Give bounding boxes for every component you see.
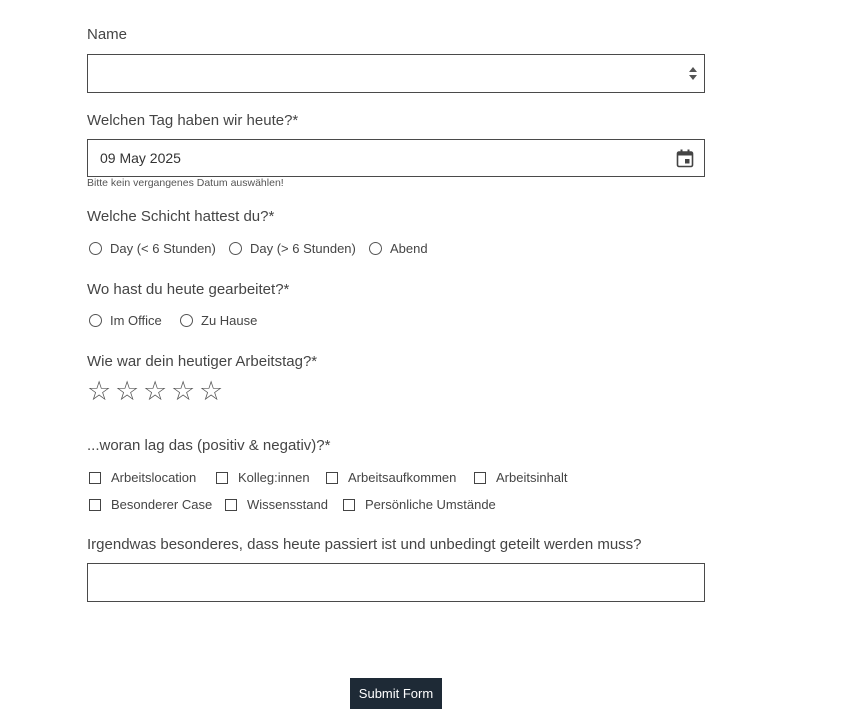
radio-button[interactable] [229,242,242,255]
reason-option-label: Arbeitslocation [111,470,197,485]
reason-option-label: Wissensstand [247,497,328,512]
checkbox[interactable] [326,472,338,484]
checkbox[interactable] [89,499,101,511]
star-rating[interactable] [87,378,227,406]
star-icon[interactable]: ☆ [87,376,112,407]
reason-option[interactable] [343,497,496,512]
star-icon[interactable]: ☆ [199,376,224,407]
notes-input[interactable] [87,563,705,602]
shift-option-label: Day (< 6 Stunden) [110,241,216,256]
checkbox[interactable] [89,472,101,484]
location-option-home[interactable] [180,313,257,328]
reason-option-label: Arbeitsaufkommen [348,470,457,485]
reason-option-label: Arbeitsinhalt [496,470,568,485]
location-option-label: Im Office [110,313,162,328]
date-label: Welchen Tag haben wir heute?* [87,112,299,129]
location-option-office[interactable] [89,313,162,328]
reason-option-label: Persönliche Umstände [365,497,496,512]
submit-button[interactable]: Submit Form [350,678,442,709]
reason-option[interactable] [89,497,212,512]
reason-option[interactable] [225,497,328,512]
checkbox[interactable] [474,472,486,484]
date-value: 09 May 2025 [100,150,181,166]
date-input[interactable] [87,139,705,177]
reason-option[interactable] [326,470,456,485]
reason-option-label: Kolleg:innen [238,470,310,485]
date-hint: Bitte kein vergangenes Datum auswählen! [87,177,284,189]
star-icon[interactable]: ☆ [171,376,196,407]
star-icon[interactable]: ☆ [115,376,140,407]
reason-option-label: Besonderer Case [111,497,213,512]
reason-option[interactable] [89,470,196,485]
checkbox[interactable] [225,499,237,511]
radio-button[interactable] [369,242,382,255]
select-arrows-icon [688,67,698,81]
location-option-label: Zu Hause [201,313,258,328]
location-label: Wo hast du heute gearbeitet?* [87,281,290,298]
radio-button[interactable] [180,314,193,327]
shift-option-long-day[interactable] [229,241,356,256]
reason-option[interactable] [474,470,568,485]
shift-option-short-day[interactable] [89,241,216,256]
reasons-label: ...woran lag das (positiv & negativ)?* [87,437,331,454]
reason-option[interactable] [216,470,310,485]
shift-option-label: Abend [390,241,428,256]
name-select[interactable] [87,54,705,93]
shift-label: Welche Schicht hattest du?* [87,208,275,225]
radio-button[interactable] [89,242,102,255]
shift-option-evening[interactable] [369,241,428,256]
notes-label: Irgendwas besonderes, dass heute passiert ist und unbedingt geteilt werden muss? [87,536,642,553]
checkbox[interactable] [216,472,228,484]
calendar-icon[interactable] [676,149,694,168]
rating-label: Wie war dein heutiger Arbeitstag?* [87,353,318,370]
star-icon[interactable]: ☆ [143,376,168,407]
radio-button[interactable] [89,314,102,327]
name-label: Name [87,26,128,43]
checkbox[interactable] [343,499,355,511]
shift-option-label: Day (> 6 Stunden) [250,241,356,256]
